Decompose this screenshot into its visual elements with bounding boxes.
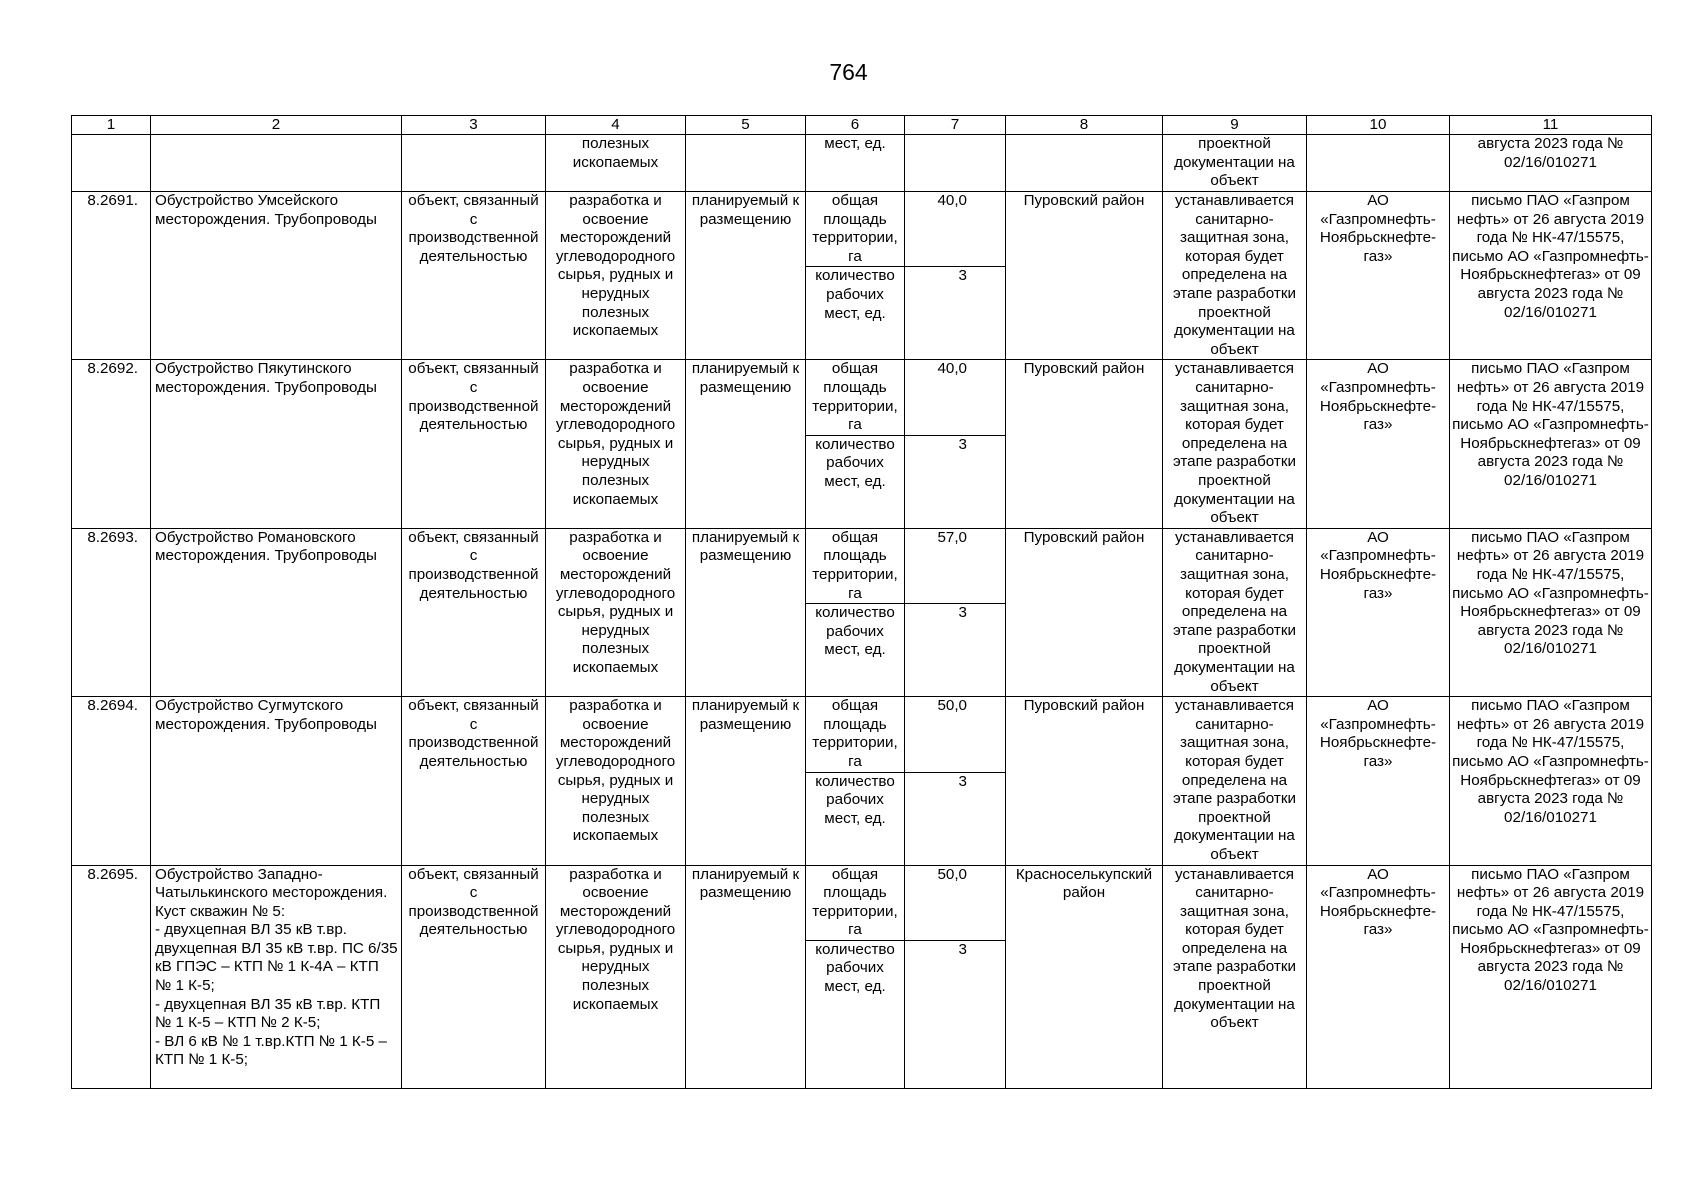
- cell-param-area-label: общая площадь территории, га: [806, 192, 905, 267]
- cell-location: Красноселькупский район: [1006, 865, 1163, 1088]
- table-row: [72, 192, 1652, 267]
- cell-param-jobs-label: количество рабочих мест, ед.: [806, 435, 905, 528]
- cell-sanitary-zone: устанавливается санитарно-защитная зона, которая будет определена на этапе разработки проектной документации на объект: [1163, 865, 1307, 1088]
- cell-empty: [402, 135, 546, 192]
- cell-param-jobs-value: 3: [905, 604, 1006, 697]
- cell-param-continuation: мест, ед.: [806, 135, 905, 192]
- cell-sanitary-zone: устанавливается санитарно-защитная зона, которая будет определена на этапе разработки проектной документации на объект: [1163, 360, 1307, 528]
- cell-status: планируемый к размещению: [686, 697, 806, 865]
- cell-sanitary-zone: устанавливается санитарно-защитная зона, которая будет определена на этапе разработки проектной документации на объект: [1163, 192, 1307, 360]
- cell-param-area-label: общая площадь территории, га: [806, 360, 905, 435]
- cell-basis: письмо ПАО «Газпром нефть» от 26 августа 2019 года № НК-47/15575, письмо АО «Газпромнефть-Ноябрьскнефтегаз» от 09 августа 2023 года № 02/16/010271: [1450, 528, 1652, 696]
- column-number: 2: [151, 116, 402, 135]
- cell-number: 8.2693.: [72, 528, 151, 696]
- page-number: 764: [829, 59, 868, 85]
- cell-param-area-label: общая площадь территории, га: [806, 697, 905, 772]
- cell-param-area-value: 50,0: [905, 865, 1006, 940]
- cell-purpose-continuation: полезных ископаемых: [546, 135, 686, 192]
- cell-purpose: разработка и освоение месторождений углеводородного сырья, рудных и нерудных полезных ископаемых: [546, 192, 686, 360]
- cell-param-area-label: общая площадь территории, га: [806, 865, 905, 940]
- cell-number: 8.2692.: [72, 360, 151, 528]
- cell-param-jobs-value: 3: [905, 435, 1006, 528]
- cell-object-type: объект, связанный с производственной деятельностью: [402, 865, 546, 1088]
- table-row: [72, 360, 1652, 435]
- cell-param-jobs-label: количество рабочих мест, ед.: [806, 940, 905, 1088]
- table-row: [72, 865, 1652, 940]
- cell-empty: [72, 135, 151, 192]
- cell-zone-continuation: проектной документации на объект: [1163, 135, 1307, 192]
- cell-object-name: Обустройство Западно-Чатылькинского месторождения. Куст скважин № 5: - двухцепная ВЛ 35 кВ т.вр. двухцепная ВЛ 35 кВ т.вр. ПС 6/35 кВ ГПЭС – КТП № 1 К-4А – КТП № 1 К-5; - двухцепная ВЛ 35 кВ т.вр. КТП № 1 К-5 – КТП № 2 К-5; - ВЛ 6 кВ № 1 т.вр.КТП № 1 К-5 – КТП № 1 К-5;: [151, 865, 402, 1088]
- cell-empty: [1307, 135, 1450, 192]
- cell-purpose: разработка и освоение месторождений углеводородного сырья, рудных и нерудных полезных ископаемых: [546, 865, 686, 1088]
- column-number: 10: [1307, 116, 1450, 135]
- cell-purpose: разработка и освоение месторождений углеводородного сырья, рудных и нерудных полезных ископаемых: [546, 528, 686, 696]
- cell-status: планируемый к размещению: [686, 528, 806, 696]
- cell-object-name: Обустройство Пякутинского месторождения. Трубопроводы: [151, 360, 402, 528]
- cell-object-type: объект, связанный с производственной деятельностью: [402, 360, 546, 528]
- cell-number: 8.2691.: [72, 192, 151, 360]
- cell-basis: письмо ПАО «Газпром нефть» от 26 августа 2019 года № НК-47/15575, письмо АО «Газпромнефть-Ноябрьскнефтегаз» от 09 августа 2023 года № 02/16/010271: [1450, 360, 1652, 528]
- cell-sanitary-zone: устанавливается санитарно-защитная зона, которая будет определена на этапе разработки проектной документации на объект: [1163, 697, 1307, 865]
- column-number: 8: [1006, 116, 1163, 135]
- cell-object-type: объект, связанный с производственной деятельностью: [402, 528, 546, 696]
- cell-number: 8.2695.: [72, 865, 151, 1088]
- cell-param-area-value: 50,0: [905, 697, 1006, 772]
- cell-param-jobs-label: количество рабочих мест, ед.: [806, 604, 905, 697]
- column-number-row: [72, 116, 1652, 135]
- cell-location: Пуровский район: [1006, 192, 1163, 360]
- continuation-row: [72, 135, 1652, 192]
- cell-object-type: объект, связанный с производственной деятельностью: [402, 697, 546, 865]
- cell-empty: [1006, 135, 1163, 192]
- cell-organization: АО «Газпромнефть-Ноябрьскнефте-газ»: [1307, 865, 1450, 1088]
- column-number: 5: [686, 116, 806, 135]
- cell-empty: [686, 135, 806, 192]
- table-row: [72, 528, 1652, 603]
- cell-purpose: разработка и освоение месторождений углеводородного сырья, рудных и нерудных полезных ископаемых: [546, 360, 686, 528]
- cell-empty: [905, 135, 1006, 192]
- table-row: [72, 697, 1652, 772]
- cell-param-area-value: 40,0: [905, 360, 1006, 435]
- cell-organization: АО «Газпромнефть-Ноябрьскнефте-газ»: [1307, 697, 1450, 865]
- cell-status: планируемый к размещению: [686, 865, 806, 1088]
- objects-table: [71, 115, 1652, 1089]
- cell-param-area-value: 40,0: [905, 192, 1006, 267]
- cell-organization: АО «Газпромнефть-Ноябрьскнефте-газ»: [1307, 192, 1450, 360]
- cell-location: Пуровский район: [1006, 360, 1163, 528]
- cell-number: 8.2694.: [72, 697, 151, 865]
- cell-param-jobs-value: 3: [905, 940, 1006, 1088]
- cell-param-jobs-label: количество рабочих мест, ед.: [806, 267, 905, 360]
- cell-sanitary-zone: устанавливается санитарно-защитная зона, которая будет определена на этапе разработки проектной документации на объект: [1163, 528, 1307, 696]
- cell-param-jobs-value: 3: [905, 772, 1006, 865]
- cell-basis: письмо ПАО «Газпром нефть» от 26 августа 2019 года № НК-47/15575, письмо АО «Газпромнефть-Ноябрьскнефтегаз» от 09 августа 2023 года № 02/16/010271: [1450, 192, 1652, 360]
- cell-object-name: Обустройство Сугмутского месторождения. Трубопроводы: [151, 697, 402, 865]
- cell-param-area-label: общая площадь территории, га: [806, 528, 905, 603]
- cell-basis: письмо ПАО «Газпром нефть» от 26 августа 2019 года № НК-47/15575, письмо АО «Газпромнефть-Ноябрьскнефтегаз» от 09 августа 2023 года № 02/16/010271: [1450, 697, 1652, 865]
- cell-basis-continuation: августа 2023 года № 02/16/010271: [1450, 135, 1652, 192]
- column-number: 9: [1163, 116, 1307, 135]
- column-number: 11: [1450, 116, 1652, 135]
- cell-object-name: Обустройство Романовского месторождения. Трубопроводы: [151, 528, 402, 696]
- cell-purpose: разработка и освоение месторождений углеводородного сырья, рудных и нерудных полезных ископаемых: [546, 697, 686, 865]
- column-number: 4: [546, 116, 686, 135]
- column-number: 6: [806, 116, 905, 135]
- cell-organization: АО «Газпромнефть-Ноябрьскнефте-газ»: [1307, 528, 1450, 696]
- cell-status: планируемый к размещению: [686, 192, 806, 360]
- cell-param-area-value: 57,0: [905, 528, 1006, 603]
- column-number: 1: [72, 116, 151, 135]
- cell-organization: АО «Газпромнефть-Ноябрьскнефте-газ»: [1307, 360, 1450, 528]
- cell-param-jobs-value: 3: [905, 267, 1006, 360]
- cell-location: Пуровский район: [1006, 528, 1163, 696]
- cell-param-jobs-label: количество рабочих мест, ед.: [806, 772, 905, 865]
- cell-status: планируемый к размещению: [686, 360, 806, 528]
- cell-basis: письмо ПАО «Газпром нефть» от 26 августа 2019 года № НК-47/15575, письмо АО «Газпромнефть-Ноябрьскнефтегаз» от 09 августа 2023 года № 02/16/010271: [1450, 865, 1652, 1088]
- column-number: 3: [402, 116, 546, 135]
- cell-object-type: объект, связанный с производственной деятельностью: [402, 192, 546, 360]
- cell-object-name: Обустройство Умсейского месторождения. Трубопроводы: [151, 192, 402, 360]
- column-number: 7: [905, 116, 1006, 135]
- cell-empty: [151, 135, 402, 192]
- cell-location: Пуровский район: [1006, 697, 1163, 865]
